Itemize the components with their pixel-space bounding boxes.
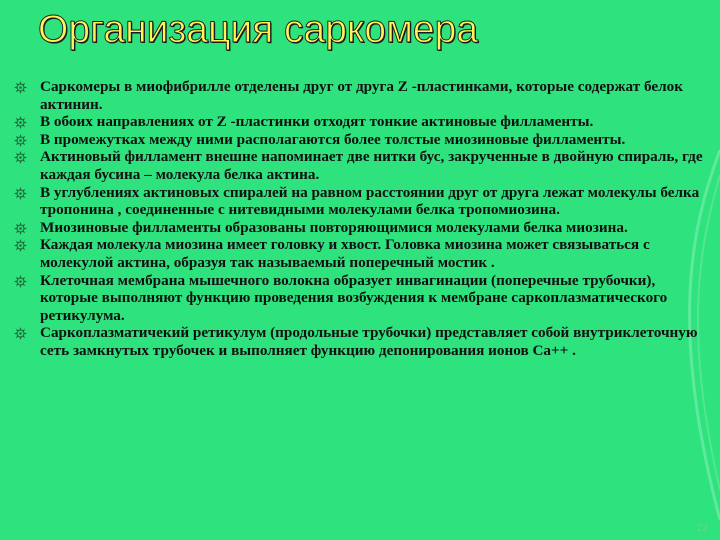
bullet-item xyxy=(14,272,714,325)
bullet-text: Саркоплазматичекий ретикулум (продольные трубочки) представляет собой внутриклеточную сеть замкнутых трубочек и выполняет функцию депонирования ионов Са++ . xyxy=(40,324,698,359)
bullet-item xyxy=(14,131,714,149)
bullet-text: Клеточная мембрана мышечного волокна образует инвагинации (поперечные трубочки), которые выполняют функцию проведения возбуждения к мембране саркоплазматического ретикулума. xyxy=(40,271,668,324)
gear-bullet-icon xyxy=(14,116,27,129)
bullet-list xyxy=(14,78,714,360)
bullet-item xyxy=(14,236,714,271)
gear-bullet-icon xyxy=(14,151,27,164)
bullet-text: Миозиновые филламенты образованы повторяющимися молекулами белка миозина. xyxy=(40,218,628,236)
gear-bullet-icon xyxy=(14,134,27,147)
bullet-item xyxy=(14,148,714,183)
bullet-text: Актиновый филламент внешне напоминает две нитки бус, закрученные в двойную спираль, где каждая бусина – молекула белка актина. xyxy=(40,148,703,183)
bullet-item xyxy=(14,324,714,359)
gear-bullet-icon xyxy=(14,187,27,200)
bullet-item xyxy=(14,113,714,131)
bullet-text: Саркомеры в миофибрилле отделены друг от друга Z -пластинками, которые содержат белок актинин. xyxy=(40,78,684,113)
bullet-item xyxy=(14,184,714,219)
bullet-text: В промежутках между ними располагаются более толстые миозиновые филламенты. xyxy=(40,130,626,148)
gear-bullet-icon xyxy=(14,222,27,235)
gear-bullet-icon xyxy=(14,239,27,252)
gear-bullet-icon xyxy=(14,275,27,288)
page-number: 22 xyxy=(696,523,708,534)
gear-bullet-icon xyxy=(14,81,27,94)
slide-title: Организация саркомера xyxy=(38,8,479,51)
gear-bullet-icon xyxy=(14,327,27,340)
bullet-text: В углублениях актиновых спиралей на равном расстоянии друг от друга лежат молекулы белка тропонина , соединенные с нитевидными молекулами белка тропомиозина. xyxy=(40,183,700,219)
bullet-text: Каждая молекула миозина имеет головку и хвост. Головка миозина может связываться с молекулой актина, образуя так называемый поперечный мостик . xyxy=(40,236,650,271)
bullet-item xyxy=(14,219,714,237)
bullet-text: В обоих направлениях от Z -пластинки отходят тонкие актиновые филламенты. xyxy=(40,113,594,131)
bullet-item xyxy=(14,78,714,113)
